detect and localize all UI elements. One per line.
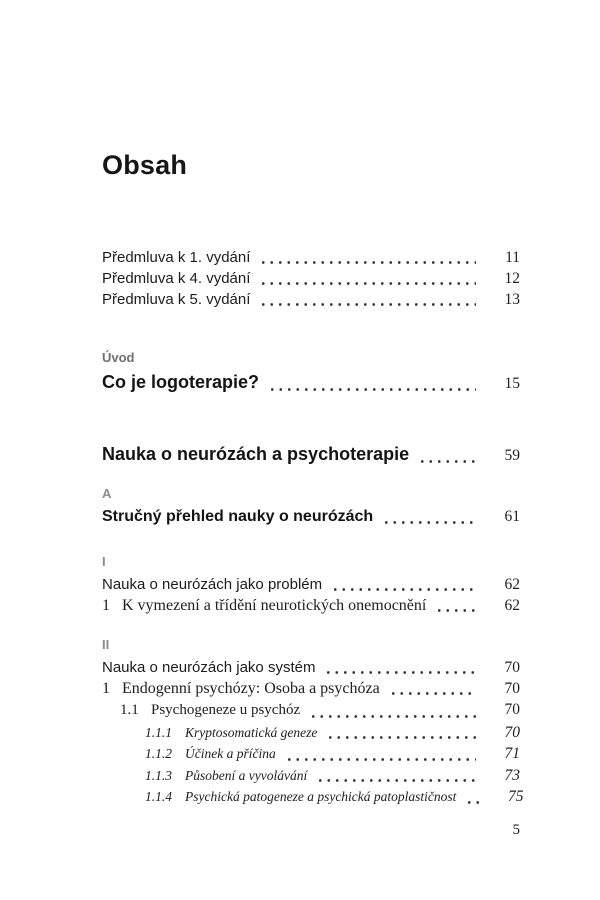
section-kicker: A (102, 486, 112, 501)
toc-content (102, 0, 524, 808)
toc-entry-number: 1.1.4 (145, 789, 172, 804)
dot-leader (316, 779, 476, 782)
toc-entry-label: Předmluva k 1. vydání (102, 249, 251, 266)
toc-entry (102, 786, 524, 808)
toc-entry-number: 1 (102, 597, 110, 614)
dot-leader (285, 758, 476, 761)
toc-section-preface (102, 247, 520, 310)
section-kicker: I (102, 554, 106, 569)
toc-section-i (102, 554, 520, 616)
toc-entry-label: Předmluva k 5. vydání (102, 291, 251, 308)
toc-entry-label: Psychická patogeneze a psychická patoplastičnost (185, 789, 457, 804)
dot-leader (465, 801, 479, 804)
toc-entry-page: 71 (504, 745, 520, 762)
toc-entry-number: 1.1 (120, 702, 139, 718)
toc-entry-label: Co je logoterapie? (102, 372, 260, 392)
dot-leader (324, 671, 476, 674)
toc-entry-label: Nauka o neurózách jako problém (102, 576, 323, 593)
dot-leader (435, 609, 476, 612)
toc-entry-label: Kryptosomatická geneze (185, 724, 318, 740)
toc-entry-label: K vymezení a třídění neurotických onemocnění (122, 597, 427, 614)
toc-entry-label: Účinek a příčina (185, 746, 276, 761)
toc-entry (102, 699, 520, 722)
toc-entry-page: 75 (507, 788, 524, 805)
toc-entry-page: 70 (504, 659, 520, 676)
section-kicker: II (102, 637, 110, 652)
toc-entry (102, 370, 520, 396)
toc-entry (102, 743, 520, 765)
toc-entry-page: 73 (504, 766, 520, 784)
dot-leader (259, 303, 476, 306)
toc-entry-page: 70 (504, 680, 520, 697)
dot-leader (389, 692, 476, 695)
toc-entry-page: 61 (504, 508, 520, 525)
toc-entry (102, 442, 520, 468)
toc-entry-label: Nauka o neurózách jako systém (102, 659, 316, 676)
toc-entry-number: 1.1.1 (145, 724, 172, 740)
dot-leader (382, 521, 476, 524)
toc-entry-label: Předmluva k 4. vydání (102, 270, 251, 287)
page-title: Obsah (102, 150, 188, 180)
dot-leader (418, 460, 476, 463)
dot-leader (259, 282, 476, 285)
toc-entry-page: 59 (504, 447, 520, 464)
toc-entry-number: 1.1.3 (145, 767, 172, 783)
toc-entry-page: 62 (504, 576, 520, 593)
toc-entry-page: 70 (504, 701, 520, 718)
toc-entry-page: 62 (504, 597, 520, 614)
toc-entry-label: Psychogeneze u psychóz (151, 702, 301, 718)
toc-section-uvod (102, 350, 520, 396)
toc-entry-page: 13 (504, 291, 520, 308)
toc-entry-page: 12 (504, 270, 520, 287)
toc-entry (102, 678, 520, 699)
section-kicker: Úvod (102, 350, 135, 365)
toc-entry-page: 15 (504, 375, 520, 392)
toc-entry-label: Stručný přehled nauky o neurózách (102, 508, 374, 525)
toc-entry (102, 722, 520, 744)
toc-entry (102, 289, 520, 310)
dot-leader (331, 588, 476, 591)
toc-section-ii (102, 637, 524, 808)
toc-entry (102, 765, 520, 787)
dot-leader (268, 388, 476, 391)
toc-entry (102, 506, 520, 528)
toc-entry-number: 1.1.2 (145, 746, 172, 761)
toc-entry (102, 657, 520, 678)
toc-entry-number: 1 (102, 680, 110, 697)
toc-entry-label: Nauka o neurózách a psychoterapie (102, 444, 410, 464)
toc-entry-page: 11 (505, 249, 520, 266)
toc-entry-page: 70 (504, 723, 520, 741)
dot-leader (309, 715, 476, 718)
toc-entry (102, 268, 520, 289)
dot-leader (259, 261, 476, 264)
toc-section-part (102, 442, 520, 468)
toc-entry (102, 595, 520, 616)
toc-entry-label: Působení a vyvolávání (185, 767, 308, 783)
toc-entry (102, 574, 520, 595)
toc-entry (102, 247, 520, 268)
toc-entry-label: Endogenní psychózy: Osoba a psychóza (122, 680, 380, 697)
toc-section-a (102, 486, 520, 528)
dot-leader (326, 736, 476, 739)
page-number-footer: 5 (512, 822, 520, 838)
